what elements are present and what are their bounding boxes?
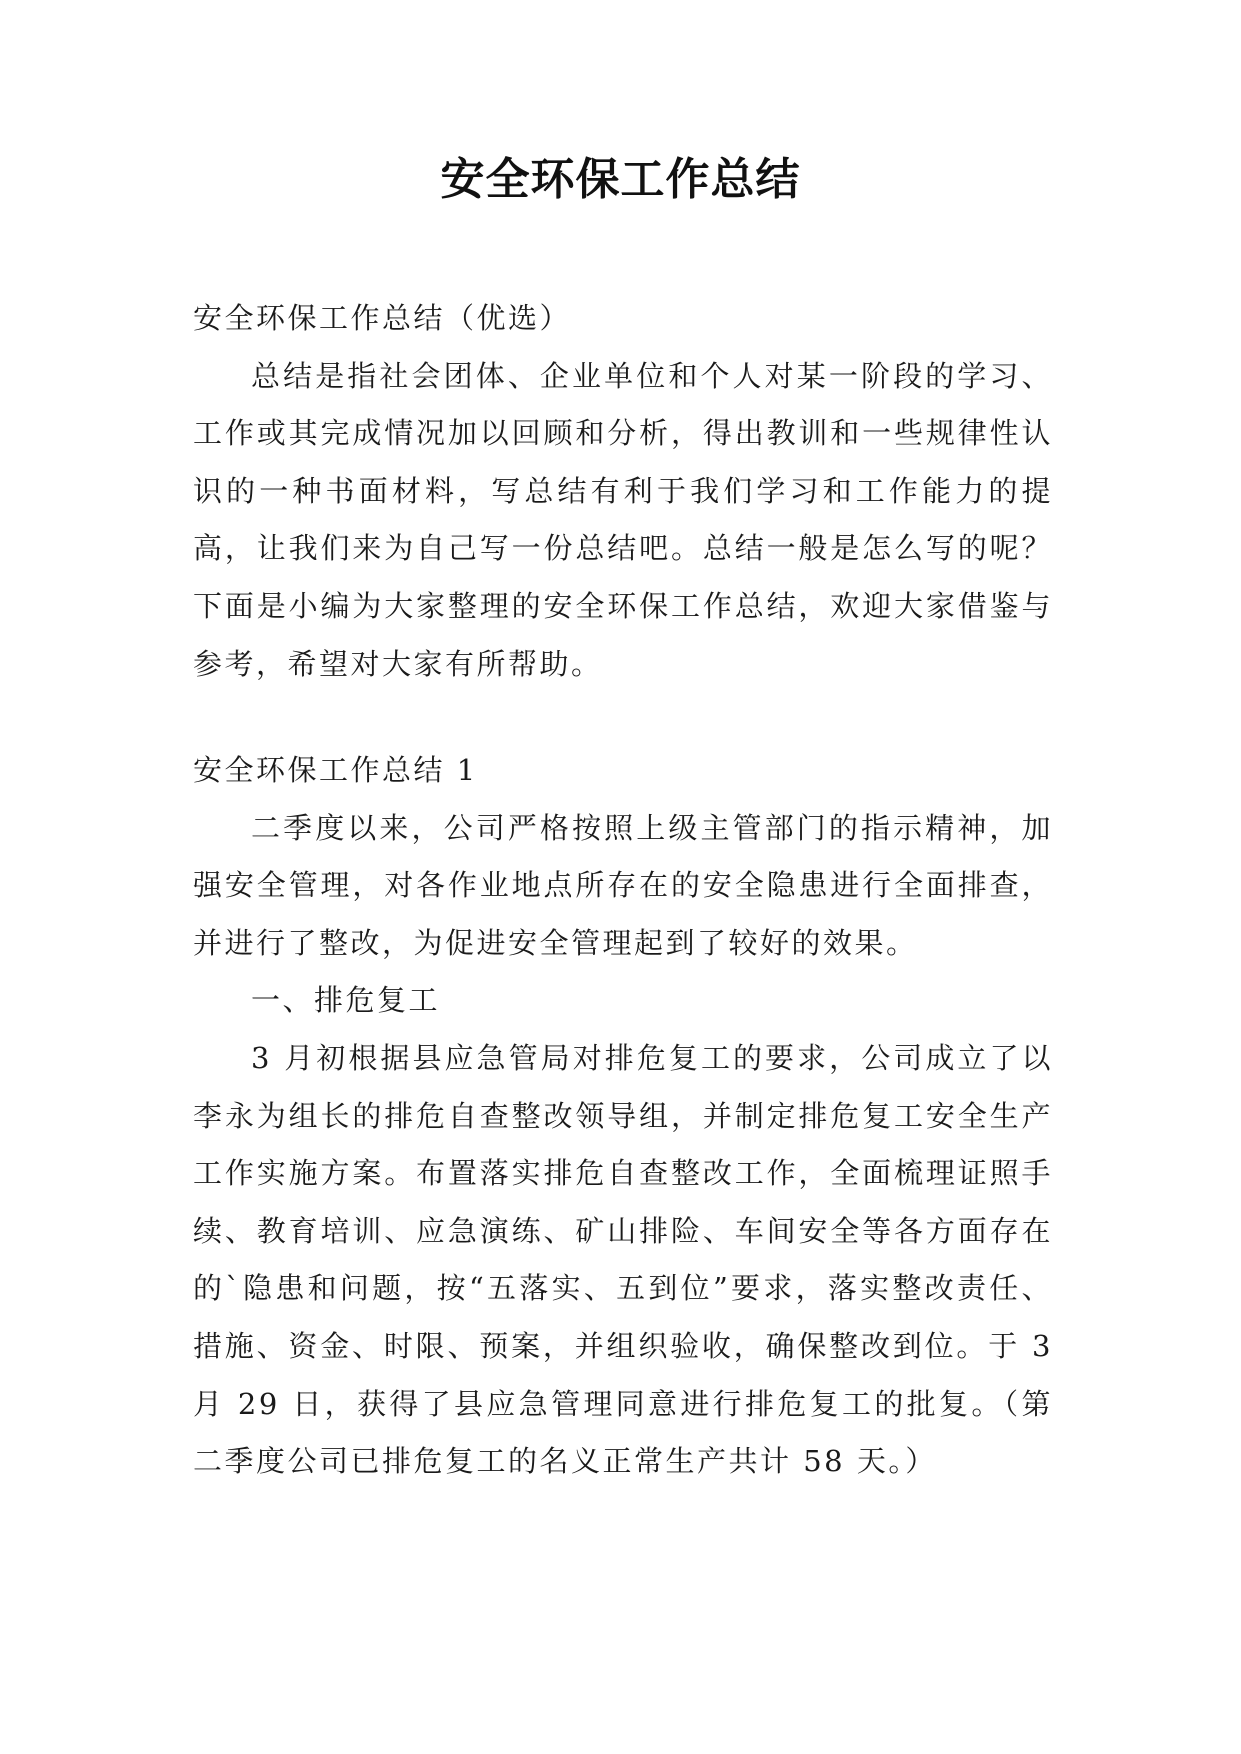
section-paragraph-1: 二季度以来，公司严格按照上级主管部门的指示精神，加强安全管理，对各作业地点所存在的安全隐患进行全面排查，并进行了整改，为促进安全管理起到了较好的效果。	[193, 810, 1053, 960]
section-1	[193, 742, 1053, 1491]
intro-paragraph: 总结是指社会团体、企业单位和个人对某一阶段的学习、工作或其完成情况加以回顾和分析，得出教训和一些规律性认识的一种书面材料，写总结有利于我们学习和工作能力的提高，让我们来为自己写一份总结吧。总结一般是怎么写的呢？下面是小编为大家整理的安全环保工作总结，欢迎大家借鉴与参考，希望对大家有所帮助。	[193, 358, 1053, 681]
intro-section	[193, 290, 1053, 693]
document-subtitle: 安全环保工作总结（优选）	[193, 301, 572, 335]
subheading-1: 一、排危复工	[251, 983, 441, 1018]
document-title: 安全环保工作总结	[440, 154, 801, 205]
section-paragraph-2: 3 月初根据县应急管局对排危复工的要求，公司成立了以李永为组长的排危自查整改领导组，并制定排危复工安全生产工作实施方案。布置落实排危自查整改工作，全面梳理证照手续、教育培训、应急演练、矿山排险、车间安全等各方面存在的`隐患和问题，按“五落实、五到位”要求，落实整改责任、措施、资金、时限、预案，并组织验收，确保整改到位。于 3 月 29 日，获得了县应急管理同意进行排危复工的批复。（第二季度公司已排危复工的名义正常生产共计 58 天。）	[193, 1040, 1053, 1479]
section-heading: 安全环保工作总结 1	[193, 753, 478, 787]
